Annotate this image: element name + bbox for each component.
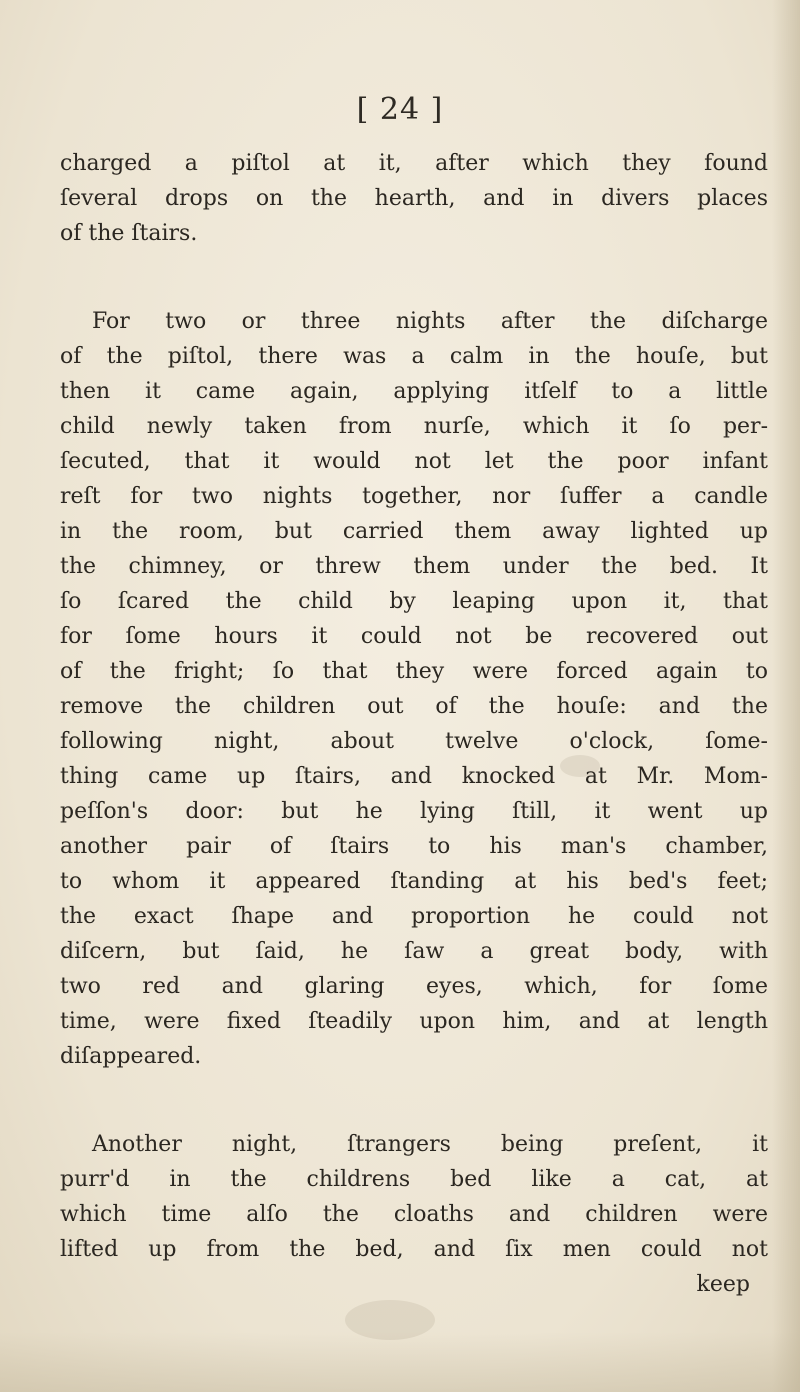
text-line: child newly taken from nurſe, which it ſo per- [60, 414, 768, 439]
paragraph [60, 146, 768, 251]
text-line: of the fright; ſo that they were forced again to [60, 659, 768, 684]
paragraph-gap [60, 251, 768, 304]
text-line: ſeveral drops on the hearth, and in divers places [60, 186, 768, 211]
text-line: ſo ſcared the child by leaping upon it, that [60, 589, 768, 614]
text-line: ſecuted, that it would not let the poor infant [60, 449, 768, 474]
paragraph [60, 304, 768, 1074]
paragraph-gap [60, 1074, 768, 1127]
body-text [60, 146, 768, 1302]
text-line: diſappeared. [60, 1044, 202, 1069]
text-line: purr'd in the childrens bed like a cat, at [60, 1167, 768, 1192]
text-line: for ſome hours it could not be recovered out [60, 624, 768, 649]
text-line: Another night, ſtrangers being preſent, it [92, 1132, 768, 1157]
text-line: time, were fixed ſteadily upon him, and at length [60, 1009, 768, 1034]
text-line: then it came again, applying itſelf to a little [60, 379, 768, 404]
text-line: diſcern, but ſaid, he ſaw a great body, with [60, 939, 768, 964]
text-line: of the ſtairs. [60, 221, 198, 246]
text-line: another pair of ſtairs to his man's chamber, [60, 834, 768, 859]
page-number: [ 24 ] [356, 92, 444, 127]
catchword: keep [696, 1272, 750, 1297]
text-line: charged a piſtol at it, after which they found [60, 151, 768, 176]
text-line: peſſon's door: but he lying ſtill, it went up [60, 799, 768, 824]
text-line: the chimney, or threw them under the bed. It [60, 554, 768, 579]
text-line: For two or three nights after the diſcharge [92, 309, 768, 334]
text-line: lifted up from the bed, and ſix men could not [60, 1237, 768, 1262]
text-line: two red and glaring eyes, which, for ſome [60, 974, 768, 999]
text-line: to whom it appeared ſtanding at his bed's feet; [60, 869, 768, 894]
text-line: which time alſo the cloaths and children were [60, 1202, 768, 1227]
ink-smudge [345, 1300, 435, 1340]
text-line: following night, about twelve o'clock, ſome- [60, 729, 768, 754]
paragraph [60, 1127, 768, 1267]
text-line: of the piſtol, there was a calm in the houſe, but [60, 344, 768, 369]
text-line: remove the children out of the houſe: and the [60, 694, 768, 719]
text-line: the exact ſhape and proportion he could not [60, 904, 768, 929]
text-line: in the room, but carried them away lighted up [60, 519, 768, 544]
page-edge-shadow [772, 0, 800, 1392]
text-line: reſt for two nights together, nor ſuffer a candle [60, 484, 768, 509]
text-line: thing came up ſtairs, and knocked at Mr. Mom- [60, 764, 768, 789]
page-bottom-shadow [0, 1332, 800, 1392]
